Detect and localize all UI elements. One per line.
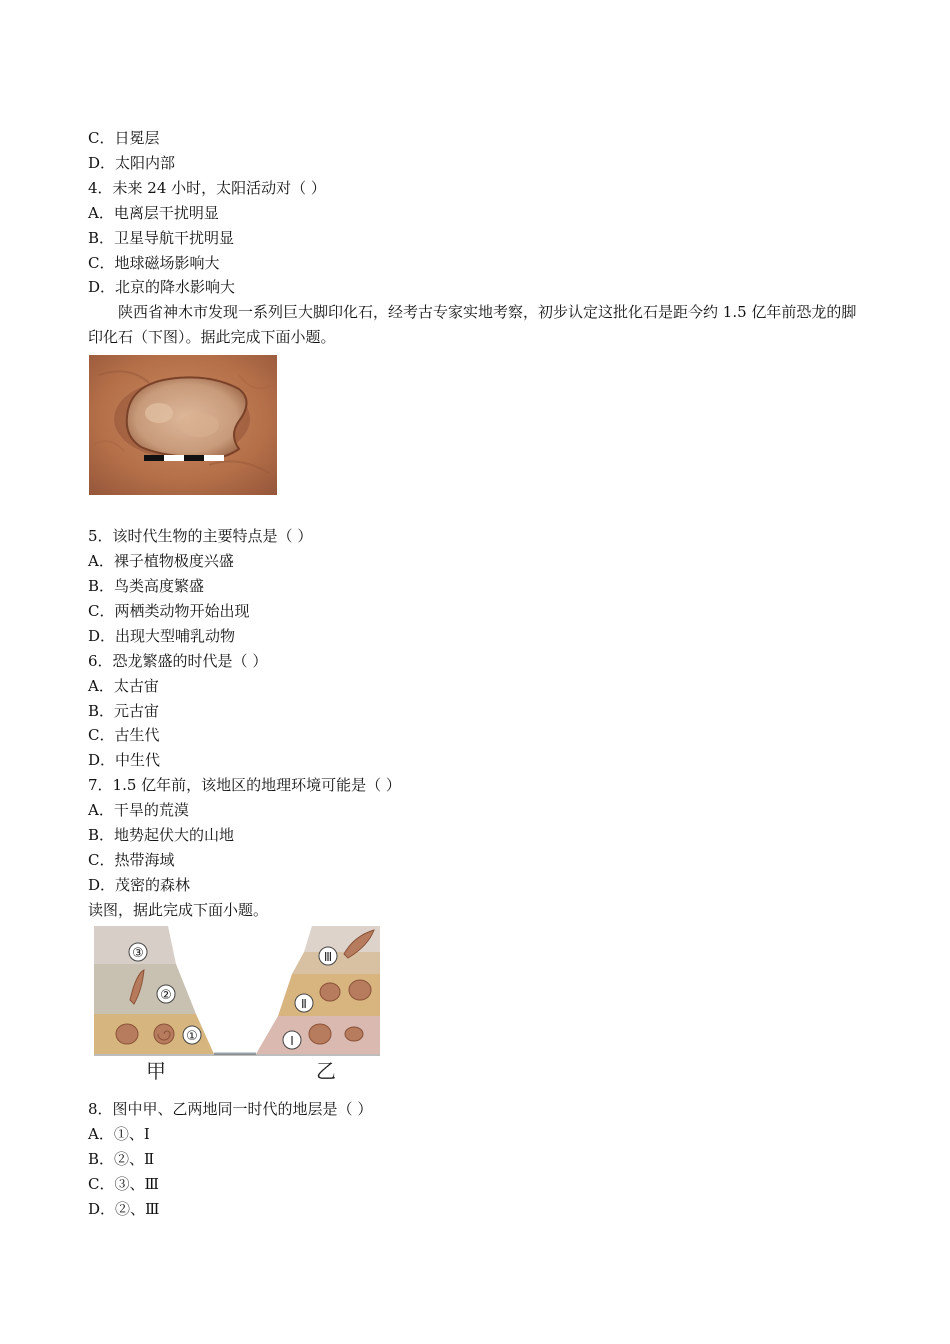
passage-strata: 读图，据此完成下面小题。	[88, 901, 269, 919]
q4-option-b: B．卫星导航干扰明显	[88, 229, 235, 247]
q6-option-c: C．古生代	[88, 726, 160, 744]
q3-option-d: D．太阳内部	[88, 154, 176, 172]
q7-option-b: B．地势起伏大的山地	[88, 826, 235, 844]
q5-option-d: D．出现大型哺乳动物	[88, 627, 236, 645]
right-layer-marker-3: Ⅲ	[323, 950, 333, 964]
q6-option-d: D．中生代	[88, 751, 161, 769]
q4-option-c: C．地球磁场影响大	[88, 254, 220, 272]
left-layer-marker-3: ③	[132, 946, 144, 961]
figure-label-left: 甲	[146, 1059, 166, 1083]
q5-stem: 5．该时代生物的主要特点是（ ）	[88, 527, 313, 545]
q7-option-a: A．干旱的荒漠	[88, 801, 189, 819]
figure-label-right: 乙	[316, 1059, 336, 1083]
left-layer-2	[94, 964, 196, 1014]
q6-stem: 6．恐龙繁盛的时代是（ ）	[88, 652, 268, 670]
left-layer-marker-2: ②	[160, 988, 172, 1003]
q8-option-a: A．①、Ⅰ	[88, 1125, 150, 1143]
right-layer-marker-2: Ⅱ	[301, 997, 307, 1011]
q8-option-b: B．②、Ⅱ	[88, 1150, 155, 1168]
right-fossil-small	[345, 1027, 363, 1041]
q4-option-d: D．北京的降水影响大	[88, 278, 236, 296]
q6-option-b: B．元古宙	[88, 702, 160, 720]
q3-option-c: C．日冕层	[88, 129, 160, 147]
q5-option-c: C．两栖类动物开始出现	[88, 602, 250, 620]
left-layer-marker-1: ①	[186, 1029, 198, 1044]
q6-option-a: A．太古宙	[88, 677, 159, 695]
q8-option-d: D．②、Ⅲ	[88, 1200, 160, 1218]
passage-dinosaur-text: 陕西省神木市发现一系列巨大脚印化石，经考古专家实地考察，初步认定这批化石是距今约 1.5 亿年前恐龙的脚印化石（下图）。据此完成下面小题。	[88, 303, 857, 346]
q7-stem: 7．1.5 亿年前，该地区的地理环境可能是（ ）	[88, 776, 401, 794]
right-fossil-shell-low	[309, 1024, 331, 1044]
q4-option-a: A．电离层干扰明显	[88, 204, 219, 222]
strata-figure	[92, 924, 382, 1084]
q8-option-c: C．③、Ⅲ	[88, 1175, 159, 1193]
right-fossil-shell	[349, 980, 371, 1000]
right-layer-marker-1: Ⅰ	[290, 1034, 294, 1048]
right-fossil-ammonite	[320, 983, 340, 1001]
q7-option-c: C．热带海域	[88, 851, 175, 869]
q8-stem: 8．图中甲、乙两地同一时代的地层是（ ）	[88, 1100, 373, 1118]
q5-option-b: B．鸟类高度繁盛	[88, 577, 205, 595]
q5-option-a: A．裸子植物极度兴盛	[88, 552, 234, 570]
passage-dinosaur	[88, 300, 858, 350]
dinosaur-footprint-photo	[89, 355, 277, 495]
q7-option-d: D．茂密的森林	[88, 876, 191, 894]
q4-stem: 4．未来 24 小时，太阳活动对（ ）	[88, 179, 326, 197]
left-fossil-shell	[116, 1024, 138, 1044]
